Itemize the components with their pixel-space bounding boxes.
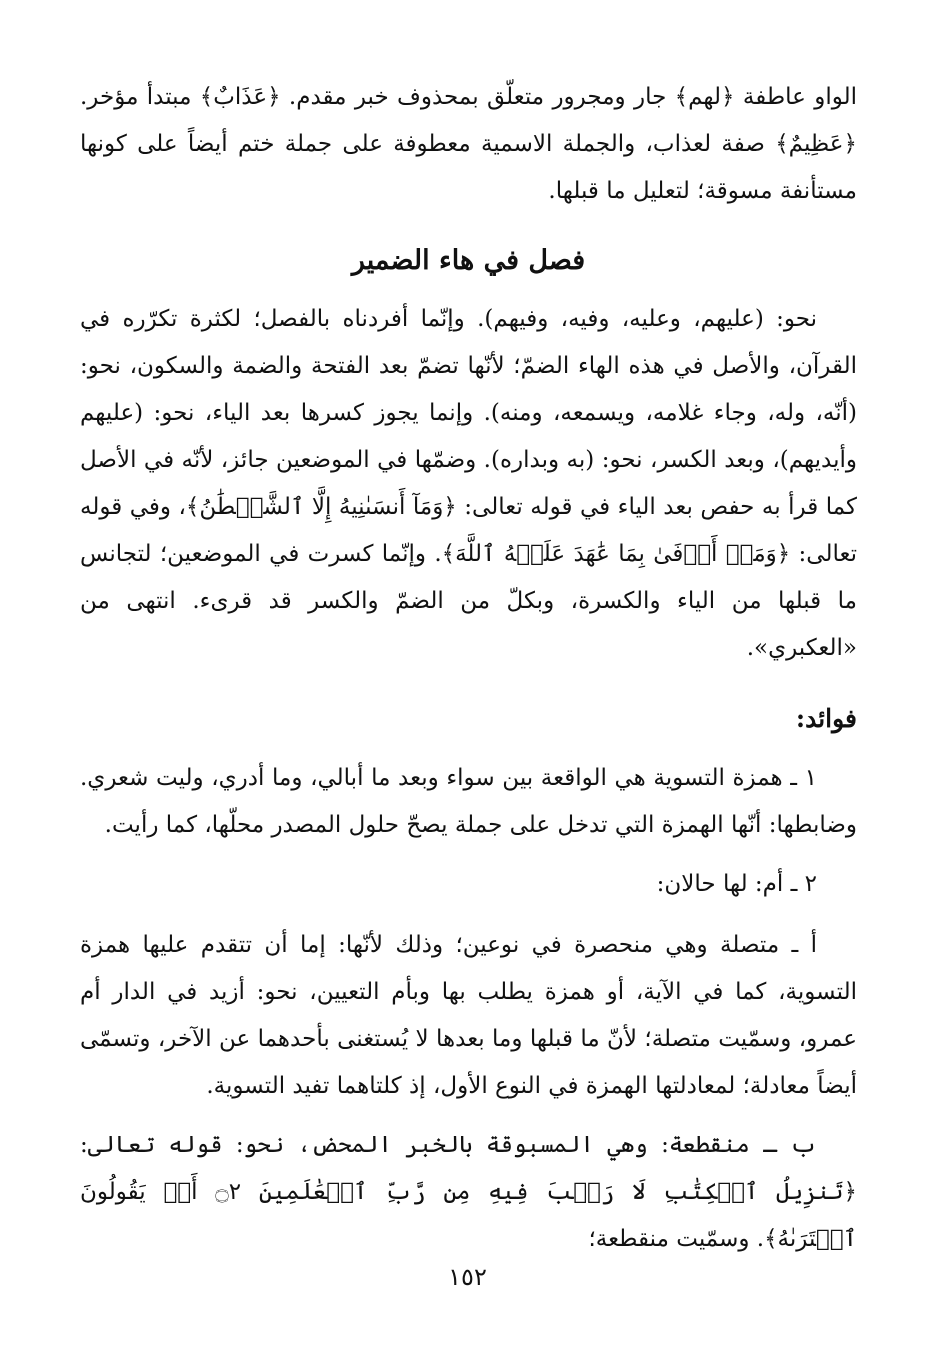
section-body-paragraph: نحو: (عليهم، وعليه، وفيه، وفيهم). وإنّما أفردناه بالفصل؛ لكثرة تكرّره في القرآن، والأصل في هذه الهاء الضمّ؛ لأنّها تضمّ بعد الفتحة والضمة والسكون، نحو: (أنّه، وله، وجاء غلامه، ويسمعه، ومنه). وإنما يجوز كسرها بعد الياء، نحو: (عليهم وأيديهم)، وبعد الكسر، نحو: (به وبداره). وضمّها في الموضعين جائز، لأنّه في الأصل كما قرأ به حفص بعد الياء في قوله تعالى: ﴿وَمَآ أَنسَىٰنِيهُ إِلَّا ٱلشَّيۡطَٰنُ﴾، وفي قوله تعالى: ﴿وَمَنۡ أَوۡفَىٰ بِمَا عَٰهَدَ عَلَيۡهُ ٱللَّهَ﴾. وإنّما كسرت في الموضعين؛ لتجانس ما قبلها من الياء والكسرة، وبكلّ من الضمّ والكسر قد قرىء. انتهى من «العكبري». — [80, 306, 857, 661]
benefit-item-2: ٢ ـ أم: لها حالان: — [656, 871, 817, 897]
benefit-item-2b: ب ـ منقطعة: وهي المسبوقة بالخبر المحض، نحو: قوله تعالى: ﴿تَنزِيلُ ٱلۡكِتَٰبِ لَا رَيۡبَ فِيهِ مِن رَّبِّ ٱلۡعَٰلَمِينَ ۝٢ أَمۡ يَقُولُونَ ٱفۡتَرَىٰهُ﴾. وسمّيت منقطعة؛ — [80, 1132, 857, 1252]
document-page — [80, 70, 857, 1362]
section-title: فصل في هاء الضمير — [351, 245, 586, 276]
intro-paragraph: الواو عاطفة ﴿لهم﴾ جار ومجرور متعلّق بمحذوف خبر مقدم. ﴿عَذَابٌ﴾ مبتدأ مؤخر. ﴿عَظِيمٌ﴾ صفة لعذاب، والجملة الاسمية معطوفة على جملة ختم أيضاً على كونها مستأنفة مسوقة؛ لتعليل ما قبلها. — [80, 84, 857, 204]
benefit-item-2a: أ ـ متصلة وهي منحصرة في نوعين؛ وذلك لأنّها: إما أن تتقدم عليها همزة التسوية، كما في الآية، أو همزة يطلب بها وبأم التعيين، نحو: أزيد في الدار أم عمرو، وسمّيت متصلة؛ لأنّ ما قبلها وما بعدها لا يُستغنى بأحدهما عن الآخر، وتسمّى أيضاً معادلة؛ لمعادلتها الهمزة في النوع الأول، إذ كلتاهما تفيد التسوية. — [80, 932, 857, 1099]
benefit-item-1: ١ ـ همزة التسوية هي الواقعة بين سواء وبعد ما أبالي، وما أدري، وليت شعري. وضابطها: أنّها الهمزة التي تدخل على جملة يصحّ حلول المصدر محلّها، كما رأيت. — [80, 765, 857, 838]
page-number: ١٥٢ — [448, 1263, 487, 1291]
benefits-title: فوائد: — [795, 704, 857, 733]
